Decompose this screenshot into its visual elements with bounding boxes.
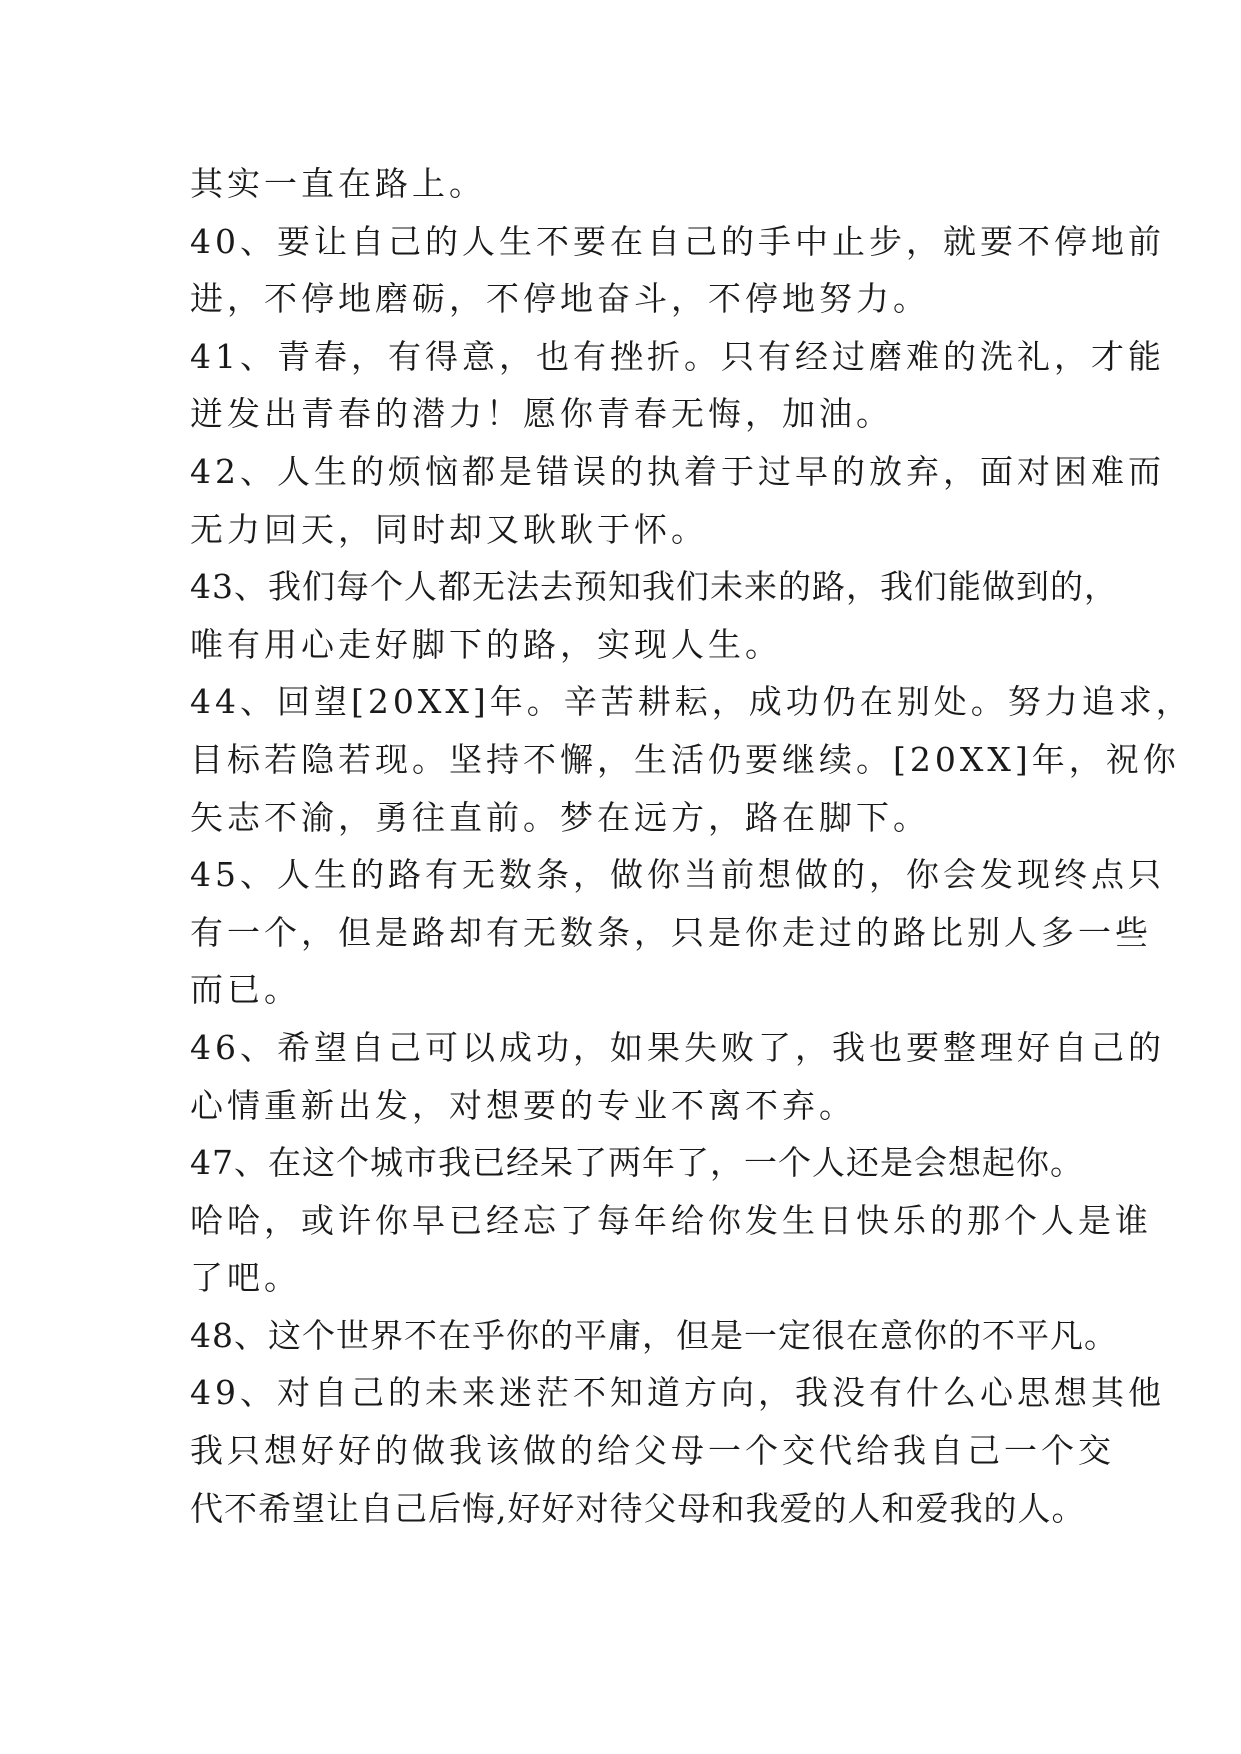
text-line: 43、我们每个人都无法去预知我们未来的路，我们能做到的，	[190, 567, 1118, 607]
text-line: 有一个，但是路却有无数条，只是你走过的路比别人多一些	[190, 912, 1152, 952]
text-line: 我只想好好的做我该做的给父母一个交代给我自己一个交	[190, 1431, 1115, 1471]
text-line: 目标若隐若现。坚持不懈，生活仍要继续。[20XX]年，祝你	[190, 739, 1180, 779]
text-line: 47、在这个城市我已经呆了两年了，一个人还是会想起你。	[190, 1143, 1084, 1183]
text-line: 46、希望自己可以成功，如果失败了，我也要整理好自己的	[190, 1027, 1165, 1067]
text-line: 唯有用心走好脚下的路，实现人生。	[190, 624, 782, 664]
text-line: 其实一直在路上。	[190, 164, 486, 203]
text-line: 了吧。	[190, 1258, 301, 1298]
text-line: 进，不停地磨砺，不停地奋斗，不停地努力。	[190, 279, 930, 319]
text-line: 45、人生的路有无数条，做你当前想做的，你会发现终点只	[190, 855, 1165, 895]
text-line: 矢志不渝，勇往直前。梦在远方，路在脚下。	[190, 797, 930, 837]
text-line: 40、要让自己的人生不要在自己的手中止步，就要不停地前	[190, 221, 1165, 261]
text-line: 代不希望让自己后悔,好好对待父母和我爱的人和爱我的人。	[190, 1488, 1086, 1528]
text-line: 44、回望[20XX]年。辛苦耕耘，成功仍在别处。努力追求，	[190, 682, 1193, 722]
text-line: 哈哈，或许你早已经忘了每年给你发生日快乐的那个人是谁	[190, 1200, 1152, 1240]
document-body	[190, 155, 1193, 1537]
text-line: 42、人生的烦恼都是错误的执着于过早的放弃，面对困难而	[190, 451, 1165, 491]
text-line: 48、这个世界不在乎你的平庸，但是一定很在意你的不平凡。	[190, 1315, 1118, 1355]
text-line: 无力回天，同时却又耿耿于怀。	[190, 509, 708, 549]
text-line: 而已。	[190, 970, 301, 1010]
text-line: 49、对自己的未来迷茫不知道方向，我没有什么心思想其他	[190, 1373, 1165, 1413]
text-line: 迸发出青春的潜力！愿你青春无悔，加油。	[190, 394, 893, 434]
text-line: 心情重新出发，对想要的专业不离不弃。	[190, 1085, 856, 1125]
text-line: 41、青春，有得意，也有挫折。只有经过磨难的洗礼，才能	[190, 336, 1165, 376]
